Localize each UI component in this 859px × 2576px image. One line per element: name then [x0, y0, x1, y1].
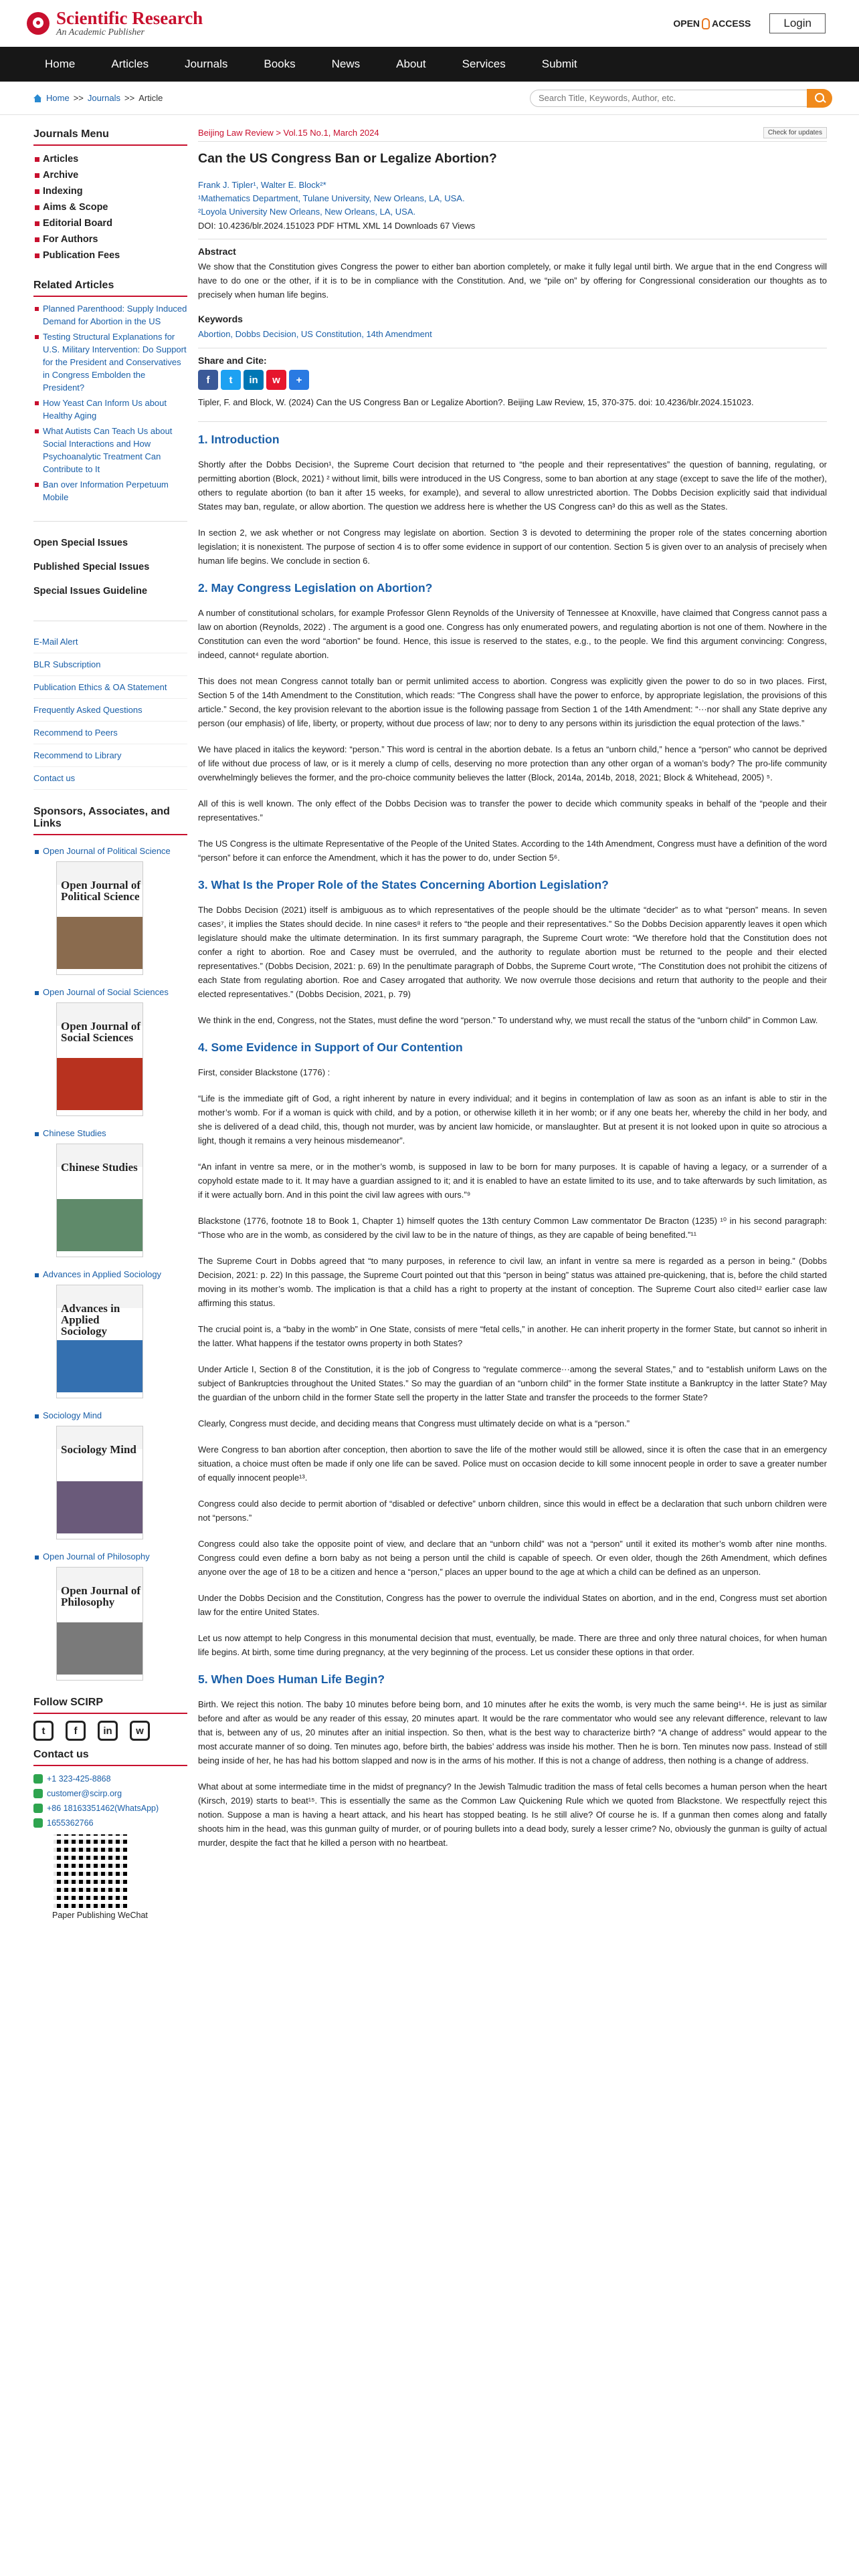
sidebar-link[interactable]: Recommend to Peers — [33, 722, 187, 744]
menu-item — [33, 231, 187, 247]
wechat-label: Paper Publishing WeChat — [52, 1911, 148, 1920]
menu-item — [33, 151, 187, 167]
breadcrumb-current: Article — [138, 93, 163, 103]
section-paragraph: Under the Dobbs Decision and the Constitution, Congress has the power to overrule the individual States on abortion, and in the end, Congress must set abortion law for the entire United States. — [198, 1593, 827, 1617]
affiliation-1[interactable]: ¹Mathematics Department, Tulane University, New Orleans, LA, USA. — [198, 193, 465, 203]
section-heading: 2. May Congress Legislation on Abortion? — [198, 581, 433, 595]
cover-image — [57, 1058, 142, 1110]
cover-image — [57, 1199, 142, 1251]
section-paragraph: Under Article I, Section 8 of the Constitution, it is the job of Congress to “regulate commerce···among the several States,” and to “establish uniform Laws on the subject of Bankruptcies throughout the United States.” So may the guardian of an “unborn child” in the former State institute a Bankruptcy in the latter State? May the guardian of the unborn child in the former State sell the property in the latter State and transfer the proceeds to the former State? — [198, 1364, 827, 1402]
journal-cover[interactable] — [56, 1567, 143, 1681]
keywords[interactable]: Abortion, Dobbs Decision, US Constitution, 14th Amendment — [198, 329, 432, 339]
section-paragraph: First, consider Blackstone (1776) : — [198, 1067, 330, 1077]
journals-menu-title: Journals Menu — [33, 128, 187, 146]
main-nav — [0, 47, 859, 82]
search-box — [530, 89, 832, 108]
more-share-icon[interactable]: + — [289, 370, 309, 390]
section-paragraph: We have placed in italics the keyword: “person.” This word is central in the abortion debate. Is a fetus an “unborn child,” hence a “person” who cannot be deprived of life without due process of law, or is it merely a clump of cells, deserving no more protection than any other organ of a woman’s body? The pro-life community overwhelmingly believes the former, and the pro-choice community believes the latter (Block, 2014a, 2014b, 2018, 2021; Block & Whitehead, 2005) ⁵. — [198, 744, 827, 782]
sponsor-journal — [33, 841, 187, 982]
sponsor-journal — [33, 1546, 187, 1687]
doi-line[interactable]: DOI: 10.4236/blr.2024.151023 PDF HTML XML 14 Downloads 67 Views — [198, 221, 476, 231]
related-article-link[interactable]: How Yeast Can Inform Us about Healthy Aging — [43, 398, 167, 421]
article-title: Can the US Congress Ban or Legalize Abortion? — [198, 151, 497, 166]
menu-link[interactable]: Publication Fees — [43, 250, 120, 261]
open-lock-icon — [702, 18, 710, 29]
contact-item — [33, 1786, 187, 1801]
contact-list — [33, 1772, 187, 1830]
section-heading: 5. When Does Human Life Begin? — [198, 1673, 385, 1686]
weibo-icon[interactable]: w — [130, 1721, 150, 1741]
cover-title: Advances in Applied Sociology — [61, 1302, 120, 1337]
nav-item-books[interactable]: Books — [264, 58, 296, 70]
sponsors-title: Sponsors, Associates, and Links — [33, 806, 187, 835]
breadcrumb-sep: >> — [73, 93, 84, 103]
related-article — [33, 425, 187, 475]
cover-title: Open Journal of Political Science — [61, 879, 141, 903]
header — [0, 0, 859, 47]
breadcrumb-journals[interactable]: Journals — [87, 93, 121, 103]
affiliation-2[interactable]: ²Loyola University New Orleans, New Orleans, LA, USA. — [198, 207, 416, 217]
logo-icon — [27, 12, 50, 35]
twitter-share-icon[interactable]: t — [221, 370, 241, 390]
section-paragraph: The US Congress is the ultimate Representative of the People of the United States. According to the 14th Amendment, Congress must have a definition of the word “person” before it can enforce the Amendment, which it has the power to do, under Section 5⁶. — [198, 839, 827, 863]
journal-link[interactable]: Open Journal of Political Science — [43, 846, 171, 856]
journals-menu — [33, 151, 187, 263]
nav-item-services[interactable]: Services — [462, 58, 506, 70]
cover-title: Open Journal of Philosophy — [61, 1584, 141, 1608]
follow-title: Follow SCIRP — [33, 1697, 187, 1714]
menu-item — [33, 215, 187, 231]
cover-image — [57, 917, 142, 969]
menu-item — [33, 199, 187, 215]
journal-cover[interactable] — [56, 1426, 143, 1539]
section-paragraph: This does not mean Congress cannot totally ban or permit unlimited access to abortion. Congress was explicitly given the power to do so in two places. First, Section 5 of the 14th Amendment to the Constitution, which reads: “The Congress shall have the power to enforce, by appropriate legislation, the provisions of this article.” Second, the key provision relevant to the abortion issue is the following passage from Section 1 of the 14th Amendment: “···nor shall any State deprive any person (our emphasis) of life, liberty, or property, without due process of law; nor to deny to any persons within its jurisdiction the equal protection of the laws.” — [198, 676, 827, 728]
nav-item-submit[interactable]: Submit — [541, 58, 577, 70]
section-paragraph: The Dobbs Decision (2021) itself is ambiguous as to which representatives of the people should be the ultimate “decider” as to what “person” means. In seven cases⁷, it implies the States should decide. In nine cases⁸ it refers to “the people and their representatives.” So the Dobbs Decision apparently leaves it open which legislature should make the ultimate determination. In its first summary paragraph, the Supreme Court wrote: “We therefore hold that the Constitution does not confer a right to abortion. Roe and Casey must be overruled, and the authority to regulate abortion must be returned to the people and their elected representatives.” (Dobbs Decision, 2021: p. 69) In the penultimate paragraph of Dobbs, the Supreme Court wrote, “The Constitution does not prohibit the citizens of each State from regulating abortion. Roe and Casey arrogated that authority. We now overrule those decisions and return that authority to the people and their elected representatives.” (Dobbs Decision, 2021, p. 79) — [198, 905, 827, 999]
special-issue-link[interactable]: Published Special Issues — [33, 562, 150, 572]
sidebar-links — [33, 621, 187, 790]
brand-tagline: An Academic Publisher — [56, 27, 145, 37]
section-paragraph: Were Congress to ban abortion after conception, then abortion to save the life of the mother would still be allowed, since it is often the case that in an emergency situation, a choice must often be made if only one life can be saved. Police must on occasion decide to kill some innocent people in order to save a greater number of equally innocent people¹³. — [198, 1444, 827, 1483]
section-paragraph: All of this is well known. The only effect of the Dobbs Decision was to transfer the power to decide which community speaks in behalf of the “people and their representatives.” — [198, 798, 827, 823]
journal-link[interactable]: Sociology Mind — [43, 1410, 102, 1420]
logo[interactable] — [27, 9, 203, 38]
contact-item — [33, 1772, 187, 1786]
related-article-link[interactable]: Planned Parenthood: Supply Induced Demand for Abortion in the US — [43, 304, 187, 326]
home-icon[interactable] — [33, 94, 42, 102]
wechat-qr-code — [54, 1834, 127, 1908]
nav-item-articles[interactable]: Articles — [111, 58, 149, 70]
nav-item-journals[interactable]: Journals — [185, 58, 228, 70]
related-articles-title: Related Articles — [33, 280, 187, 297]
section-paragraph: Congress could also take the opposite point of view, and declare that an “unborn child” was not a “person” until it exited its mother’s womb after nine months. Congress could even define a born baby as not being a person until the child is capable of speech. Or even older, though the 26th Amendment, which defines anyone over the age of 18 to be a citizen and hence a “person,” places an upper bound to the age at which a child can be defined as an unperson. — [198, 1539, 827, 1577]
section-paragraph: Clearly, Congress must decide, and deciding means that Congress must ultimately decide on what is a “person.” — [198, 1418, 630, 1428]
breadcrumb-sep: >> — [124, 93, 135, 103]
section-paragraph: In section 2, we ask whether or not Congress may legislate on abortion. Section 3 is devoted to determining the proper role of the states concerning abortion legislation; it is nonexistent. The purpose of section 4 is to offer some evidence in support of our contention. Section 5 is given over to an analysis of precisely when human life begins. We conclude in section 6. — [198, 528, 827, 566]
sidebar-link[interactable]: BLR Subscription — [33, 653, 187, 676]
section-paragraph: “Life is the immediate gift of God, a right inherent by nature in every individual; and it begins in contemplation of law as soon as an infant is able to stir in the mother’s womb. For if a woman is quick with child, and by a potion, or otherwise killeth it in her womb; or if any one beats her, whereby the child in her body, and she is delivered of a dead child, this, though not murder, was by ancient law homicide, or manslaughter. But at present it is not looked upon in quite so atrocious a light, though it remains a very heinous misdemeanor”. — [198, 1093, 827, 1146]
journal-cover[interactable] — [56, 1002, 143, 1116]
sponsor-journals — [33, 841, 187, 1687]
breadcrumb-home[interactable]: Home — [46, 93, 70, 103]
sidebar-link[interactable]: Publication Ethics & OA Statement — [33, 676, 187, 699]
contact-value[interactable]: +86 18163351462(WhatsApp) — [47, 1804, 159, 1813]
contact-icon — [33, 1804, 43, 1813]
contact-icon — [33, 1818, 43, 1828]
journal-reference[interactable]: Beijing Law Review > Vol.15 No.1, March 2024 — [198, 128, 379, 138]
sub-bar — [0, 82, 859, 115]
social-icons — [33, 1721, 187, 1741]
sponsor-journal — [33, 1405, 187, 1546]
citation: Tipler, F. and Block, W. (2024) Can the US Congress Ban or Legalize Abortion?. Beijing Law Review, 15, 370-375. doi: 10.4236/blr.2024.151023. — [198, 397, 754, 407]
facebook-share-icon[interactable]: f — [198, 370, 218, 390]
sidebar-link[interactable]: Contact us — [33, 767, 187, 790]
related-article — [33, 302, 187, 328]
special-issue-link[interactable]: Special Issues Guideline — [33, 586, 148, 597]
open-access-text-1: OPEN — [673, 18, 700, 29]
share-buttons — [198, 370, 827, 390]
linkedin-share-icon[interactable]: in — [244, 370, 264, 390]
menu-item — [33, 167, 187, 183]
section-paragraph: Congress could also decide to permit abortion of “disabled or defective” unborn children, since this would in effect be a declaration that such unborn children were not “persons.” — [198, 1499, 827, 1523]
cover-image — [57, 1622, 142, 1675]
sidebar-link[interactable]: Frequently Asked Questions — [33, 699, 187, 722]
related-article — [33, 478, 187, 504]
journal-link[interactable]: Open Journal of Philosophy — [43, 1551, 150, 1562]
cover-title: Chinese Studies — [61, 1161, 138, 1174]
menu-link[interactable]: For Authors — [43, 234, 98, 245]
section-paragraph: Let us now attempt to help Congress in this monumental decision that must, eventually, be made. There are three and only three natural choices, for when human life begins. At birth, some time during pregnancy, at the very beginning of the process. Let us consider these options in that order. — [198, 1633, 827, 1657]
menu-link[interactable]: Articles — [43, 154, 79, 165]
related-articles — [33, 302, 187, 504]
contact-title: Contact us — [33, 1749, 187, 1766]
menu-link[interactable]: Archive — [43, 170, 79, 181]
contact-value[interactable]: +1 323-425-8868 — [47, 1774, 111, 1784]
open-access-text-2: ACCESS — [712, 18, 751, 29]
menu-link[interactable]: Aims & Scope — [43, 202, 108, 213]
cover-image — [57, 1340, 142, 1392]
abstract-text: We show that the Constitution gives Congress the power to either ban abortion completely, or make it fully legal until birth. We argue that in the end Congress will have to do one or the other, if it is to be in compliance with the Constitution. And, we “pile on” by offering for Congressional consideration our thoughts as to precisely when human life begins. — [198, 261, 827, 300]
cover-title: Open Journal of Social Sciences — [61, 1020, 141, 1044]
special-issue-link[interactable]: Open Special Issues — [33, 538, 128, 548]
contact-item — [33, 1816, 187, 1830]
sponsor-journal — [33, 1123, 187, 1264]
menu-link[interactable]: Indexing — [43, 186, 83, 197]
special-issues — [33, 521, 187, 603]
search-icon[interactable] — [807, 89, 832, 108]
weibo-share-icon[interactable]: w — [266, 370, 286, 390]
menu-link[interactable]: Editorial Board — [43, 218, 112, 229]
section-paragraph: Shortly after the Dobbs Decision¹, the Supreme Court decision that returned to “the people and their representatives” the question of banning, regulating, or permitting abortion (Block, 2021) ² without limit, bills were introduced in the US Congress, some to ban abortion at any stage (except to save the life of the mother), others to regulate abortion (to ban it after 15 weeks, for example), and several to allow unrestricted abortion. The Dobbs Decision explicitly said that individual States may ban, regulate, or allow abortion. The question we address here is whether the US Congress can³ do this as well as the States. — [198, 459, 827, 512]
nav-item-news[interactable]: News — [331, 58, 361, 70]
journal-cover[interactable] — [56, 1144, 143, 1257]
section-heading: 4. Some Evidence in Support of Our Contention — [198, 1041, 463, 1054]
related-article — [33, 330, 187, 394]
share-label: Share and Cite: — [198, 355, 267, 366]
journal-link[interactable]: Chinese Studies — [43, 1128, 106, 1138]
open-access-badge — [673, 18, 751, 29]
nav-item-home[interactable]: Home — [45, 58, 76, 70]
menu-item — [33, 183, 187, 199]
journal-link[interactable]: Open Journal of Social Sciences — [43, 987, 169, 997]
sponsor-journal — [33, 1264, 187, 1405]
facebook-icon[interactable]: f — [66, 1721, 86, 1741]
section-paragraph: The crucial point is, a “baby in the womb” in One State, consists of mere “fetal cells,” in another. He can inherit property in the former State, but cannot so inherit in the latter. What happens if the testator owns property in both States? — [198, 1324, 827, 1348]
section-paragraph: We think in the end, Congress, not the States, must define the word “person.” To understand why, we must recall the status of the “unborn child” in Common Law. — [198, 1015, 818, 1025]
login-button[interactable]: Login — [769, 13, 826, 33]
search-input[interactable] — [530, 90, 811, 107]
nav-item-about[interactable]: About — [396, 58, 426, 70]
journal-cover[interactable] — [56, 1285, 143, 1398]
breadcrumb — [33, 93, 163, 103]
menu-item — [33, 247, 187, 263]
section-paragraph: A number of constitutional scholars, for example Professor Glenn Reynolds of the University of Tennessee at Knoxville, have claimed that Congress cannot pass a law on abortion (Reynolds, 2022) . The argument is a good one. Congress has only enumerated powers, and regulating abortion is not one of them. Nowhere in the Constitution can even the word “abortion” be found. Hence, this issue is reserved to the states, e.g., to the people. We find this argument convincing: Congress, indeed, cannot⁴ regulate abortion. — [198, 608, 827, 660]
abstract-label: Abstract — [198, 246, 236, 257]
related-article-link[interactable]: Testing Structural Explanations for U.S. Military Intervention: Do Support for the President and Conservatives in Congress Embolden the President? — [43, 332, 187, 393]
linkedin-icon[interactable]: in — [98, 1721, 118, 1741]
contact-value[interactable]: 1655362766 — [47, 1818, 94, 1828]
sidebar-link[interactable]: Recommend to Library — [33, 744, 187, 767]
journal-link[interactable]: Advances in Applied Sociology — [43, 1269, 162, 1279]
article-body — [198, 431, 827, 1850]
check-for-updates-button[interactable]: Check for updates — [763, 127, 827, 138]
contact-icon — [33, 1774, 43, 1784]
keywords-label: Keywords — [198, 314, 243, 324]
section-paragraph: Blackstone (1776, footnote 18 to Book 1, Chapter 1) himself quotes the 13th century Common Law commentator De Bracton (1235) ¹⁰ in his second paragraph: “Those who are in the womb, as considered by the civil law to be in the nature of things, as they are capable of being benefited.”¹¹ — [198, 1216, 827, 1240]
section-heading: 3. What Is the Proper Role of the States Concerning Abortion Legislation? — [198, 878, 609, 891]
related-article-link[interactable]: What Autists Can Teach Us about Social Interactions and How Psychoanalytic Treatment Can Contribute to It — [43, 426, 173, 474]
section-paragraph: The Supreme Court in Dobbs agreed that “to many purposes, in reference to civil law, an infant in ventre sa mere is regarded as a person in being.” (Dobbs Decision, 2021: p. 22) In this passage, the Supreme Court pointed out that this “person in being” status was attained pre-quickening, that is, before the child started moving in its mother’s womb. The implication is that a child has a right to property at the instant of conception. The Supreme Court also cited¹² earlier case law affirming this status. — [198, 1256, 827, 1308]
contact-value[interactable]: customer@scirp.org — [47, 1789, 122, 1798]
contact-item — [33, 1801, 187, 1816]
section-paragraph: “An infant in ventre sa mere, or in the mother’s womb, is supposed in law to be born for many purposes. It is capable of having a legacy, or a surrender of a copyhold estate made to it. It may have a guardian assigned to it; and it is enabled to have an estate limited to its use, and to take afterwards by such limitation, as if it were actually born. And in this point the civil law agrees with ours.”⁹ — [198, 1162, 827, 1200]
journal-cover[interactable] — [56, 861, 143, 975]
authors[interactable]: Frank J. Tipler¹, Walter E. Block²* — [198, 180, 326, 190]
cover-title: Sociology Mind — [61, 1443, 136, 1456]
related-article — [33, 397, 187, 422]
section-paragraph: What about at some intermediate time in the midst of pregnancy? In the Jewish Talmudic tradition the mass of fetal cells becomes a human person when the heart (Kirsch, 2019) starts to beat¹⁵. This is essentially the same as the Common Law Quickening Rule which we quoted from Blackstone. We respectfully reject this notion. Suppose a man is having a heart attack, and his heart has stopped beating. Is he still alive? Of course he is. If a gunman then comes along and fatally shoots him in the head, was this gunman guilty of murder, or of pouring bullets into a dead body, surely a lesser crime? No, obviously the gunman is guilty of actual murder, despite the fact that he killed a person with no heartbeat. — [198, 1782, 827, 1848]
related-article-link[interactable]: Ban over Information Perpetuum Mobile — [43, 479, 169, 502]
section-paragraph: Birth. We reject this notion. The baby 10 minutes before being born, and 10 minutes after he exits the womb, is very much the same being¹⁴. He is just as similar before and after as would be any reader of this essay, 20 minutes apart. It would be the rare commentator who would see any relevant difference, relevant to law that is, between any of us, 20 minutes after an initial inspection. So then, what is the best way to characterize birth? “A change of address” would appear to the most accurate manner of so doing. Ten minutes ago, before birth, the babies’ address was inside his mother. Then he is born. Ten minutes now pass. Instead of still being inside of her, he has had his bottom slapped and now is in the arms of his mother. If this is not a change of address, then nothing is a change of address. — [198, 1699, 827, 1765]
article — [198, 115, 827, 1920]
twitter-icon[interactable]: t — [33, 1721, 54, 1741]
brand-name: Scientific Research — [56, 7, 203, 28]
section-heading: 1. Introduction — [198, 433, 280, 446]
contact-icon — [33, 1789, 43, 1798]
sidebar-link[interactable]: E-Mail Alert — [33, 631, 187, 653]
sidebar — [33, 115, 187, 1920]
sponsor-journal — [33, 982, 187, 1123]
cover-image — [57, 1481, 142, 1533]
